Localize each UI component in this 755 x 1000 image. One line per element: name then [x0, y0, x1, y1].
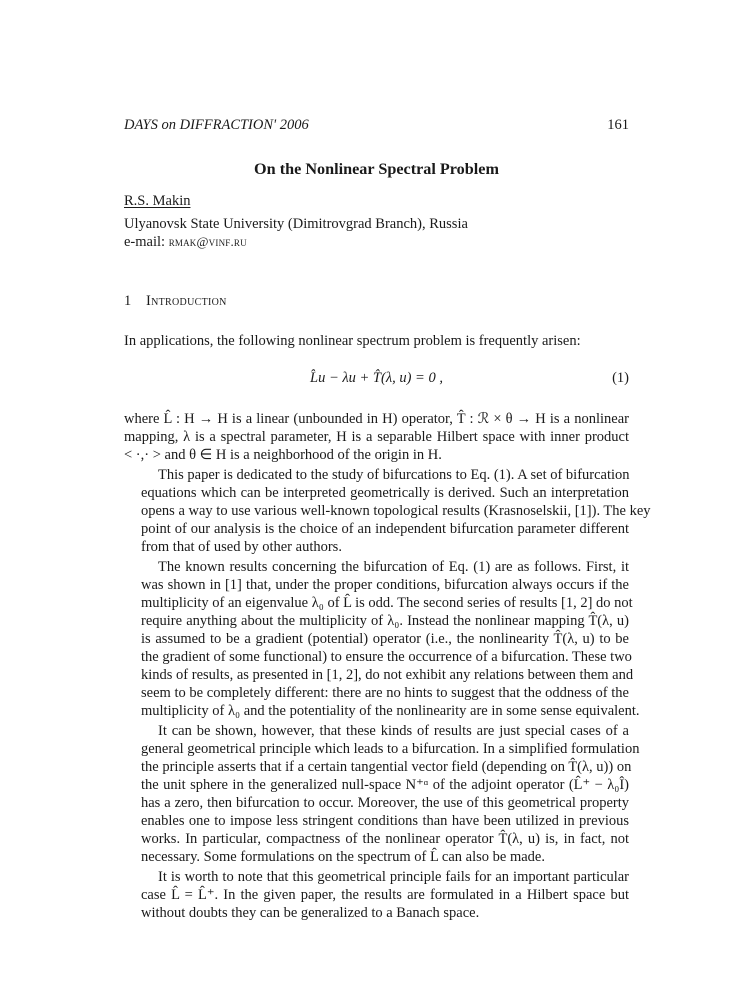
text-line: necessary. Some formulations on the spectrum of L̂ can also be made. [141, 849, 545, 865]
equation-1 [124, 370, 629, 390]
text-line: is assumed to be a gradient (potential) operator (i.e., the nonlinearity T̂(λ, u) to be [141, 631, 629, 647]
paragraph [124, 410, 629, 464]
text-line: kinds of results, as presented in [1, 2], do not exhibit any relations between them and [141, 667, 634, 683]
text-line: without doubts they can be generalized to a Banach space. [141, 905, 480, 921]
text-line: from that of used by other authors. [141, 539, 342, 555]
equation-expression: L̂u − λu + T̂(λ, u) = 0 , [310, 370, 443, 386]
paragraph [124, 722, 640, 866]
paragraph [124, 868, 629, 922]
text-line: seem to be completely different: there are no hints to suggest that the oddness of the [141, 685, 629, 701]
equation-number: (1) [612, 370, 629, 386]
email-label: e-mail: [124, 234, 169, 250]
section-heading [124, 293, 227, 310]
text-line: It is worth to note that this geometrical principle fails for an important particular [158, 869, 629, 885]
email-address[interactable]: rmak@vinf.ru [168, 234, 247, 249]
author-name: R.S. Makin [124, 193, 191, 209]
section-number: 1 [124, 293, 132, 309]
text-line: point of our analysis is the choice of an independent bifurcation parameter different [141, 521, 629, 537]
body-text [124, 410, 651, 924]
page-number: 161 [607, 117, 629, 133]
running-head [124, 117, 629, 135]
text-line: This paper is dedicated to the study of bifurcations to Eq. (1). A set of bifurcation [158, 467, 630, 483]
intro-sentence: In applications, the following nonlinear spectrum problem is frequently arisen: [124, 333, 581, 349]
text-line: enables one to impose less stringent conditions than have been utilized in previous [141, 813, 629, 829]
journal-name: DAYS on DIFFRACTION' 2006 [124, 117, 309, 133]
text-line: opens a way to use various well-known topological results (Krasnoselskii, [1]). The key [141, 503, 651, 519]
text-line: the gradient of some functional) to ensure the occurrence of a bifurcation. These two [141, 649, 632, 665]
text-line: < ·,· > and θ ∈ H is a neighborhood of the origin in H. [124, 447, 442, 463]
paper-title: On the Nonlinear Spectral Problem [254, 160, 499, 178]
text-line: general geometrical principle which leads to a bifurcation. In a simplified formulation [141, 741, 640, 757]
text-line: It can be shown, however, that these kinds of results are just special cases of a [158, 723, 629, 739]
paragraph [124, 558, 640, 720]
paragraph [124, 466, 651, 556]
text-line: works. In particular, compactness of the nonlinear operator T̂(λ, u) is, in fact, not [141, 831, 629, 847]
text-line: was shown in [1] that, under the proper conditions, bifurcation always occurs if the [141, 577, 629, 593]
author-affiliation: Ulyanovsk State University (Dimitrovgrad Branch), Russia [124, 216, 468, 232]
text-line: mapping, λ is a spectral parameter, H is a separable Hilbert space with inner product [124, 429, 629, 445]
text-line: case L̂ = L̂⁺. In the given paper, the results are formulated in a Hilbert space but [141, 887, 629, 903]
text-line: the unit sphere in the generalized null-space N⁺ᵅ of the adjoint operator (L̂⁺ − λ₀Î) [141, 777, 629, 793]
text-line: equations which can be interpreted geometrically is derived. Such an interpretation [141, 485, 629, 501]
text-line: the principle asserts that if a certain tangential vector field (depending on T̂(λ, u)) on [141, 759, 632, 775]
text-line: require anything about the multiplicity of λ₀. Instead the nonlinear mapping T̂(λ, u) [141, 613, 629, 629]
text-line: The known results concerning the bifurcation of Eq. (1) are as follows. First, it [158, 559, 629, 575]
text-line: multiplicity of an eigenvalue λ₀ of L̂ is odd. The second series of results [1, 2] do not [141, 595, 633, 611]
text-line: has a zero, then bifurcation to occur. Moreover, the use of this geometrical property [141, 795, 629, 811]
text-line: where L̂ : H → H is a linear (unbounded in H) operator, T̂ : ℛ × θ → H is a nonlinear [124, 411, 629, 427]
author-email [124, 234, 247, 251]
text-line: multiplicity of λ₀ and the potentiality of the nonlinearity are in some sense equivalent. [141, 703, 640, 719]
section-name: Introduction [146, 293, 227, 309]
